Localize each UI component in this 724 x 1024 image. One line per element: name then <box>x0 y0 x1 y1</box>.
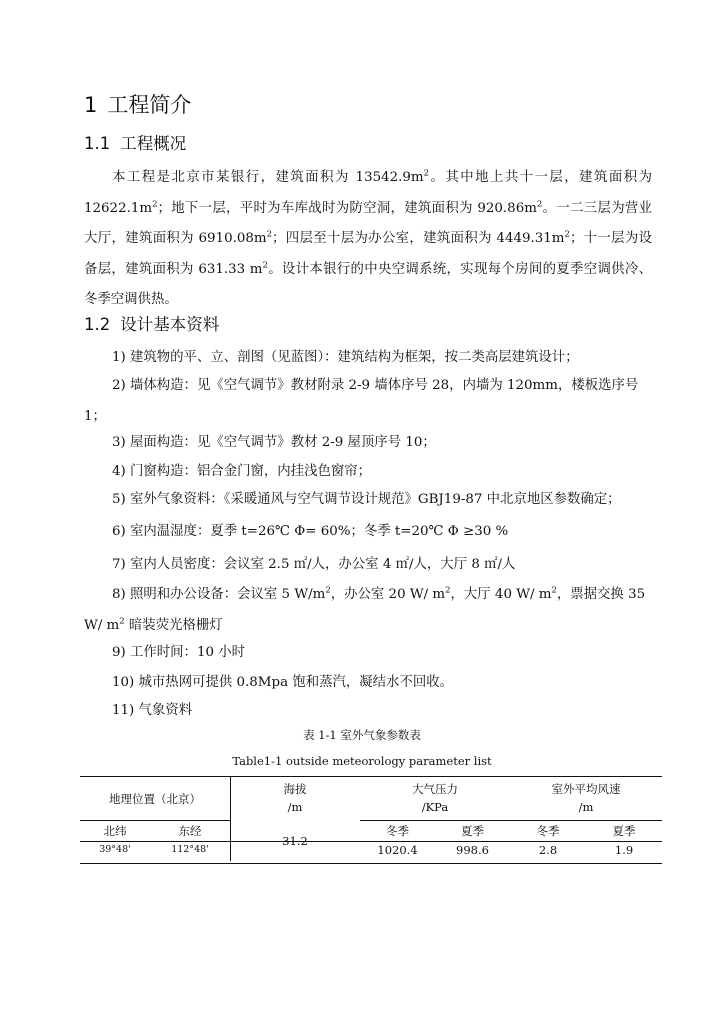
chapter-title: 工程简介 <box>107 93 192 117</box>
table-rule-location <box>80 820 230 821</box>
item-8-text-b: ，办公室 20 W/ m <box>330 587 446 602</box>
th-wind-summer: 夏季 <box>612 824 636 838</box>
td-wind-winter: 2.8 <box>538 843 558 857</box>
overview-text-2: 。其中地上共十一层，建筑面积为12622.1m <box>84 170 653 216</box>
section-1-1-number: 1.1 <box>84 134 111 153</box>
sup-5: 2 <box>564 229 570 240</box>
th-wind-winter: 冬季 <box>536 824 560 838</box>
overview-text-3: ；地下一层，平时为车库战时为防空洞，建筑面积为 920.86m <box>157 200 537 216</box>
list-item-6: 6) 室内温湿度：夏季 t=26℃ Φ= 60%；冬季 t=20℃ Φ ≥30 % <box>112 524 509 539</box>
th-wind-unit: /m <box>578 800 594 814</box>
td-pressure-winter: 1020.4 <box>377 843 418 857</box>
meteorology-table <box>80 776 662 864</box>
section-1-2-heading <box>84 314 219 336</box>
item-8-text-c: ，大厅 40 W/ m <box>450 587 552 602</box>
td-pressure-summer: 998.6 <box>456 843 489 857</box>
item-8-text-e: 暗装荧光格栅灯 <box>124 617 223 633</box>
item-8-sup-b: 2 <box>445 585 451 596</box>
section-1-2-title: 设计基本资料 <box>120 315 220 334</box>
th-wind: 室外平均风速 <box>551 782 621 796</box>
sup-3: 2 <box>536 199 543 210</box>
th-pressure-winter: 冬季 <box>386 824 409 838</box>
table-rule-params <box>360 820 662 821</box>
sup-6: 2 <box>262 260 268 271</box>
list-item-5: 5) 室外气象资料：《采暖通风与空气调节设计规范》GBJ19-87 中北京地区参数确定； <box>112 492 621 507</box>
list-item-4: 4) 门窗构造：铝合金门窗，内挂浅色窗帘； <box>112 464 372 479</box>
overview-text-1: 本工程是北京市某银行，建筑面积为 13542.9m <box>112 170 424 185</box>
list-item-7: 7) 室内人员密度：会议室 2.5 ㎡/人，办公室 4 ㎡/人，大厅 8 ㎡/人 <box>112 557 516 572</box>
chapter-number: 1 <box>84 93 98 117</box>
td-altitude: 31.2 <box>282 834 308 848</box>
sup-2: 2 <box>152 199 158 210</box>
td-lat: 39°48' <box>99 844 131 855</box>
section-1-2-number: 1.2 <box>84 315 111 334</box>
th-lon: 东经 <box>178 824 202 838</box>
sup-1: 2 <box>423 168 430 179</box>
table-rule-row <box>80 841 662 842</box>
list-item-1: 1) 建筑物的平、立、剖图（见蓝图）：建筑结构为框架，按二类高层建筑设计； <box>112 350 579 365</box>
th-location: 地理位置（北京） <box>109 792 201 806</box>
overview-text-6: ；十一层为设备层，建筑面积为 631.33 m <box>84 231 653 277</box>
item-8-sup-a: 2 <box>325 585 331 596</box>
th-pressure: 大气压力 <box>412 782 458 796</box>
list-item-9: 9) 工作时间：10 小时 <box>112 645 246 660</box>
section-1-1-title: 工程概况 <box>120 134 187 153</box>
list-item-8 <box>84 580 652 641</box>
item-8-text-d: ，票据交换 35 W/ m <box>84 587 646 633</box>
list-item-10: 10) 城市热网可提供 0.8Mpa 饱和蒸汽，凝结水不回收。 <box>112 675 454 690</box>
item-8-sup-c: 2 <box>551 585 557 596</box>
th-pressure-unit: /KPa <box>421 800 449 814</box>
list-item-11: 11) 气象资料 <box>112 703 193 718</box>
td-wind-summer: 1.9 <box>614 843 634 857</box>
sup-4: 2 <box>266 229 273 240</box>
overview-text-7: 。设计本银行的中央空调系统，实现每个房间的夏季空调供冷、冬季空调供热。 <box>84 261 652 307</box>
th-pressure-summer: 夏季 <box>461 824 484 838</box>
project-overview-paragraph <box>84 163 652 316</box>
overview-text-4: 。一二三层为营业大厅，建筑面积为 6910.08m <box>84 200 653 246</box>
overview-text-5: ；四层至十层为办公室，建筑面积为 4449.31m <box>272 231 565 246</box>
item-8-text-a: 8) 照明和办公设备：会议室 5 W/m <box>112 587 326 602</box>
chapter-heading <box>84 92 191 118</box>
td-lon: 112°48' <box>171 844 209 855</box>
section-1-1-heading <box>84 133 186 155</box>
table-caption-cn: 表 1-1 室外气象参数表 <box>303 728 421 742</box>
item-8-sup-d: 2 <box>119 616 125 627</box>
th-altitude-unit: /m <box>287 800 303 814</box>
table-caption-en: Table1-1 outside meteorology parameter list <box>232 754 492 768</box>
list-item-3: 3) 屋面构造：见《空气调节》教材 2-9 屋顶序号 10； <box>112 435 436 450</box>
th-altitude: 海拔 <box>283 782 307 796</box>
list-item-2: 2) 墙体构造：见《空气调节》教材附录 2-9 墙体序号 28，内墙为 120mm，楼板选序号 1； <box>84 378 639 424</box>
th-lat: 北纬 <box>103 824 127 838</box>
